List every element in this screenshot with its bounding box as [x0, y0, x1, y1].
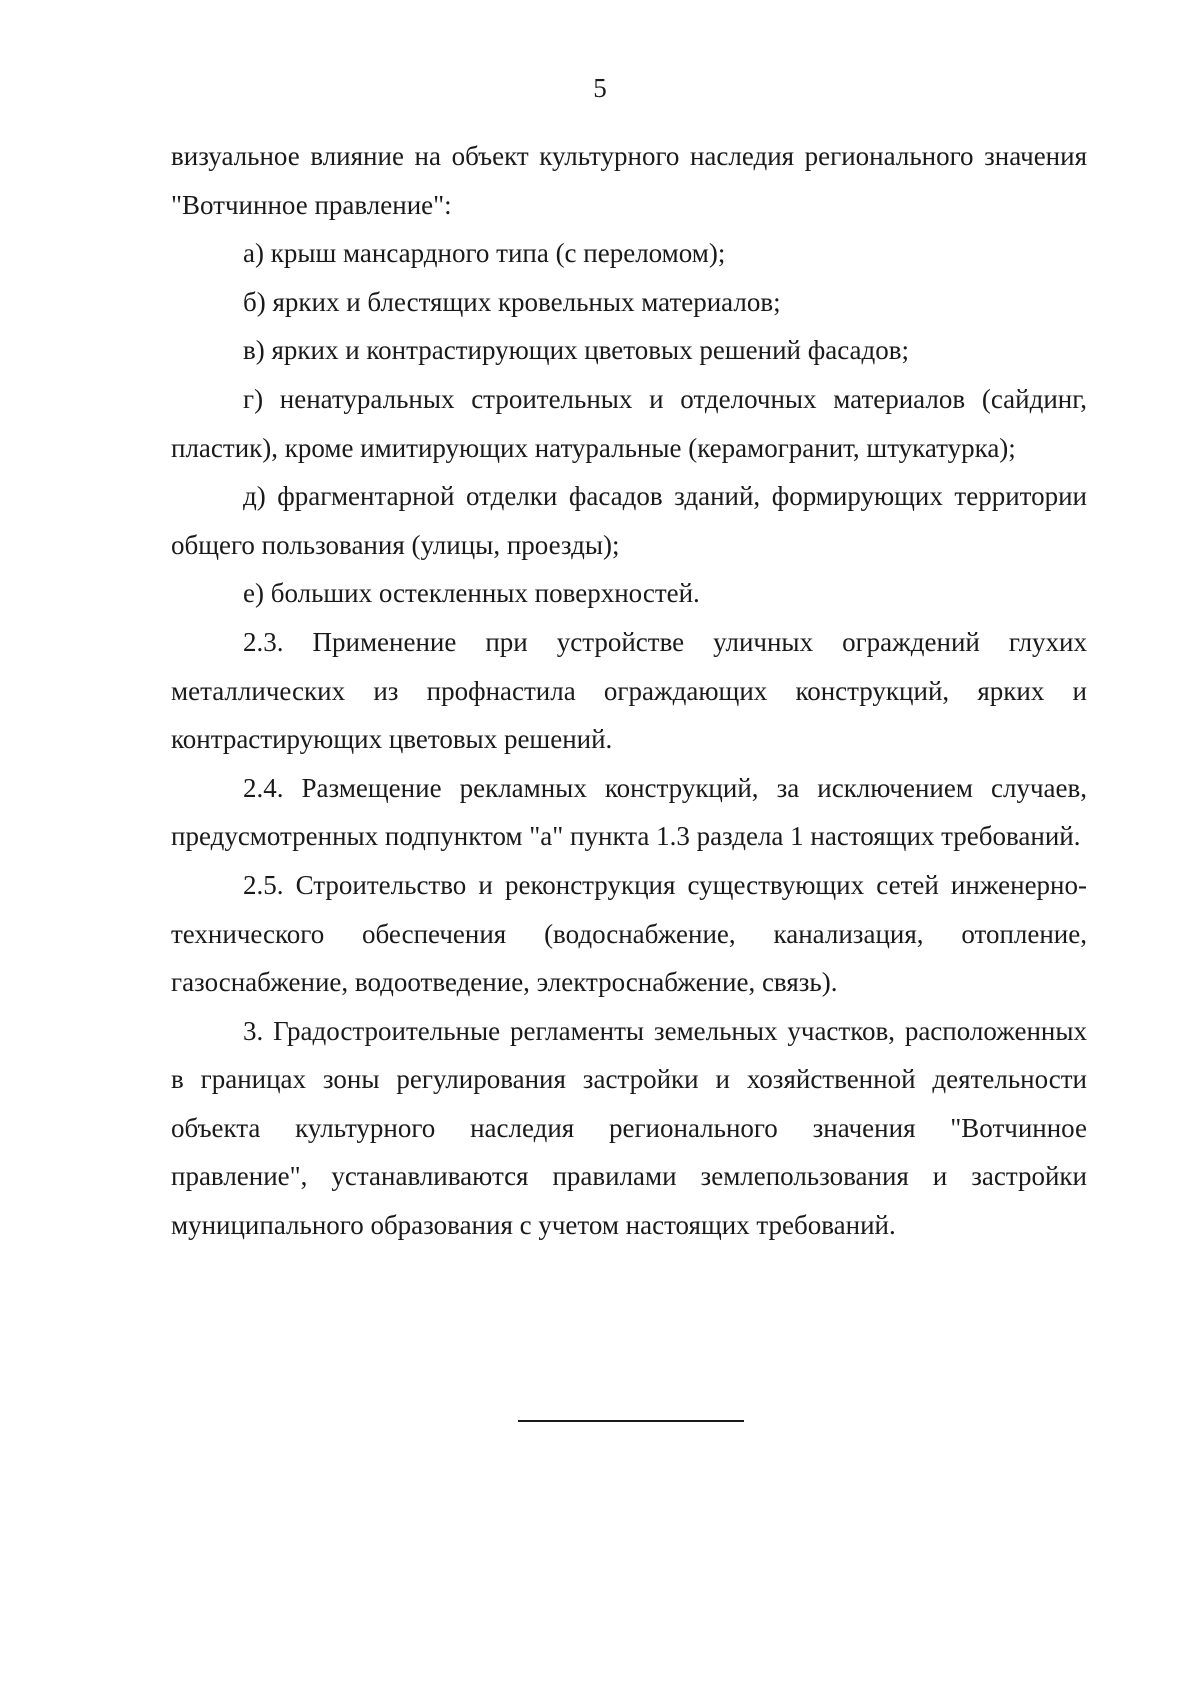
clause-2-4: 2.4. Размещение рекламных конструкций, за исключением случаев, предусмотренных подпунктом "а" пункта 1.3 раздела 1 настоящих требований.	[171, 772, 1087, 852]
page-number: 5	[593, 73, 607, 103]
list-item-g: г) ненатуральных строительных и отделочных материалов (сайдинг, пластик), кроме имитирующих натуральные (керамогранит, штукатурка);	[171, 383, 1087, 463]
list-item-a: а) крыш мансардного типа (с переломом);	[243, 238, 726, 269]
end-of-document-rule	[518, 1420, 744, 1422]
clause-2-3: 2.3. Применение при устройстве уличных ограждений глухих металлических из профнастила ограждающих конструкций, ярких и контрастирующих цветовых решений.	[171, 626, 1087, 755]
clause-2-5: 2.5. Строительство и реконструкция существующих сетей инженерно-технического обеспечения (водоснабжение, канализация, отопление, газоснабжение, водоотведение, электроснабжение, связь).	[171, 869, 1087, 998]
list-item-e: е) больших остекленных поверхностей.	[243, 578, 700, 609]
list-item-d: д) фрагментарной отделки фасадов зданий, формирующих территории общего пользования (улицы, проезды);	[171, 481, 1087, 560]
list-item-v: в) ярких и контрастирующих цветовых решений фасадов;	[243, 335, 909, 366]
document-body	[171, 132, 1087, 1250]
clause-3: 3. Градостроительные регламенты земельных участков, расположенных в границах зоны регулирования застройки и хозяйственной деятельности объекта культурного наследия регионального значения "Вотчинное правление", устанавливаются правилами землепользования и застройки муниципального образования с учетом настоящих требований.	[171, 1015, 1087, 1241]
list-item-b: б) ярких и блестящих кровельных материалов;	[243, 286, 781, 317]
paragraph-continuation: визуальное влияние на объект культурного наследия регионального значения "Вотчинное правление":	[171, 141, 1087, 220]
